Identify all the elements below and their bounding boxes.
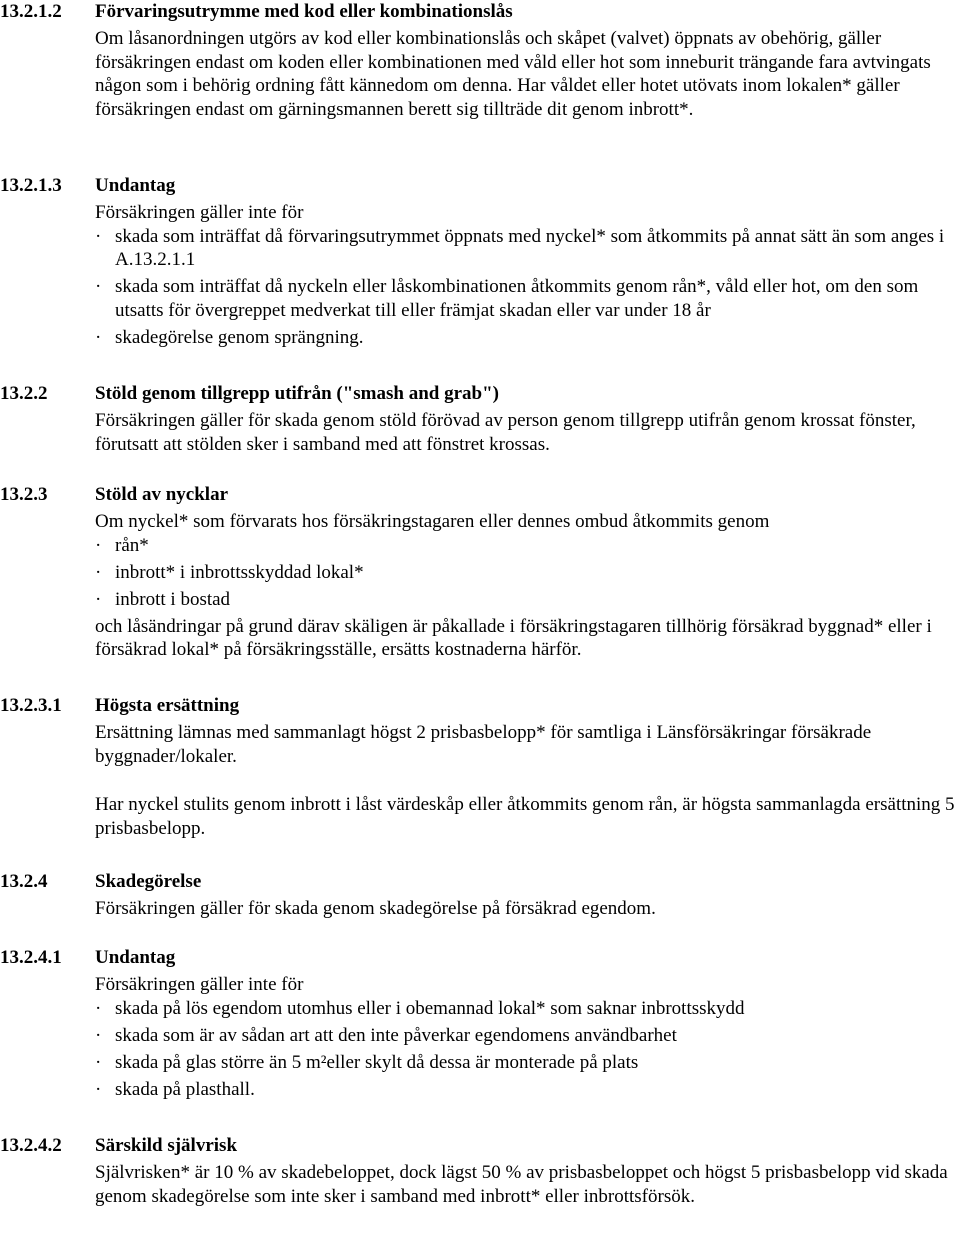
section-body [95,897,957,921]
section-heading: Undantag [95,947,176,968]
section-heading: Stöld av nycklar [95,484,229,505]
section-number: 13.2.4.2 [0,1135,62,1156]
section-body [95,721,957,840]
list-item: · skada på lös egendom utomhus eller i obemannad lokal* som saknar inbrottsskydd [95,997,957,1021]
paragraph: Självrisken* är 10 % av skadebeloppet, dock lägst 50 % av prisbasbeloppet och högst 5 prisbasbelopp vid skada genom skadegörelse som inte sker i samband med inbrott* eller inbrottsförsök. [95,1162,948,1207]
section-body [95,1161,957,1208]
section-body [95,409,957,456]
section-heading: Särskild självrisk [95,1135,238,1156]
section-body [95,973,957,1105]
section-heading: Högsta ersättning [95,695,240,716]
section-heading: Skadegörelse [95,871,202,892]
paragraph: Om låsanordningen utgörs av kod eller kombinationslås och skåpet (valvet) öppnats av obehörig, gäller försäkringen endast om koden eller kombinationen med våld eller hot som inneburit trängande fara avtvingats någon som i behörig ordning fått kännedom om denna. Har våldet eller hotet utövats inom lokalen* gäller försäkringen endast om gärningsmannen berett sig tillträde dit genom inbrott*. [95,28,931,120]
list-item: · skada på glas större än 5 m²eller skylt då dessa är monterade på plats [95,1051,957,1075]
exclusion-list [95,225,957,350]
list-item: · skada som inträffat då nyckeln eller låskombinationen åtkommits genom rån*, våld eller hot, om den som utsatts för övergreppet medverkat till eller främjat skadan eller var under 18 år [95,275,957,322]
outro-text: och låsändringar på grund därav skäligen är påkallade i försäkringstagaren tillhörig försäkrad byggnad* eller i försäkrad lokal* på försäkringsställe, ersätts kostnaderna härför. [95,615,932,660]
section-heading: Stöld genom tillgrepp utifrån ("smash and grab") [95,383,499,404]
section-body [95,27,957,121]
intro-text: Försäkringen gäller inte för [95,974,304,995]
section-number: 13.2.3.1 [0,695,62,716]
section-number: 13.2.1.2 [0,1,62,22]
section-heading: Undantag [95,175,176,196]
section-number: 13.2.4 [0,871,48,892]
list-item: · skadegörelse genom sprängning. [95,326,957,350]
paragraph: Ersättning lämnas med sammanlagt högst 2 prisbasbelopp* för samtliga i Länsförsäkringar försäkrade byggnader/lokaler. [95,722,872,767]
method-list [95,534,957,612]
section-heading: Förvaringsutrymme med kod eller kombinationslås [95,1,513,22]
paragraph: Försäkringen gäller för skada genom skadegörelse på försäkrad egendom. [95,898,656,919]
intro-text: Försäkringen gäller inte för [95,202,304,223]
paragraph: Försäkringen gäller för skada genom stöld förövad av person genom tillgrepp utifrån genom krossat fönster, förutsatt att stölden sker i samband med att fönstret krossas. [95,410,916,455]
section-number: 13.2.2 [0,383,48,404]
list-item: · skada på plasthall. [95,1078,957,1102]
intro-text: Om nyckel* som förvarats hos försäkringstagaren eller dennes ombud åtkommits genom [95,511,770,532]
exclusion-list [95,997,957,1102]
section-body [95,510,957,662]
section-number: 13.2.3 [0,484,48,505]
list-item: · skada som inträffat då förvaringsutrymmet öppnats med nyckel* som åtkommits på annat sätt än som anges i A.13.2.1.1 [95,225,957,272]
list-item: · skada som är av sådan art att den inte påverkar egendomens användbarhet [95,1024,957,1048]
section-number: 13.2.4.1 [0,947,62,968]
section-number: 13.2.1.3 [0,175,62,196]
list-item: · inbrott i bostad [95,588,957,612]
list-item: · rån* [95,534,957,558]
list-item: · inbrott* i inbrottsskyddad lokal* [95,561,957,585]
section-body [95,201,957,353]
paragraph: Har nyckel stulits genom inbrott i låst värdeskåp eller åtkommits genom rån, är högsta sammanlagda ersättning 5 prisbasbelopp. [95,794,955,839]
